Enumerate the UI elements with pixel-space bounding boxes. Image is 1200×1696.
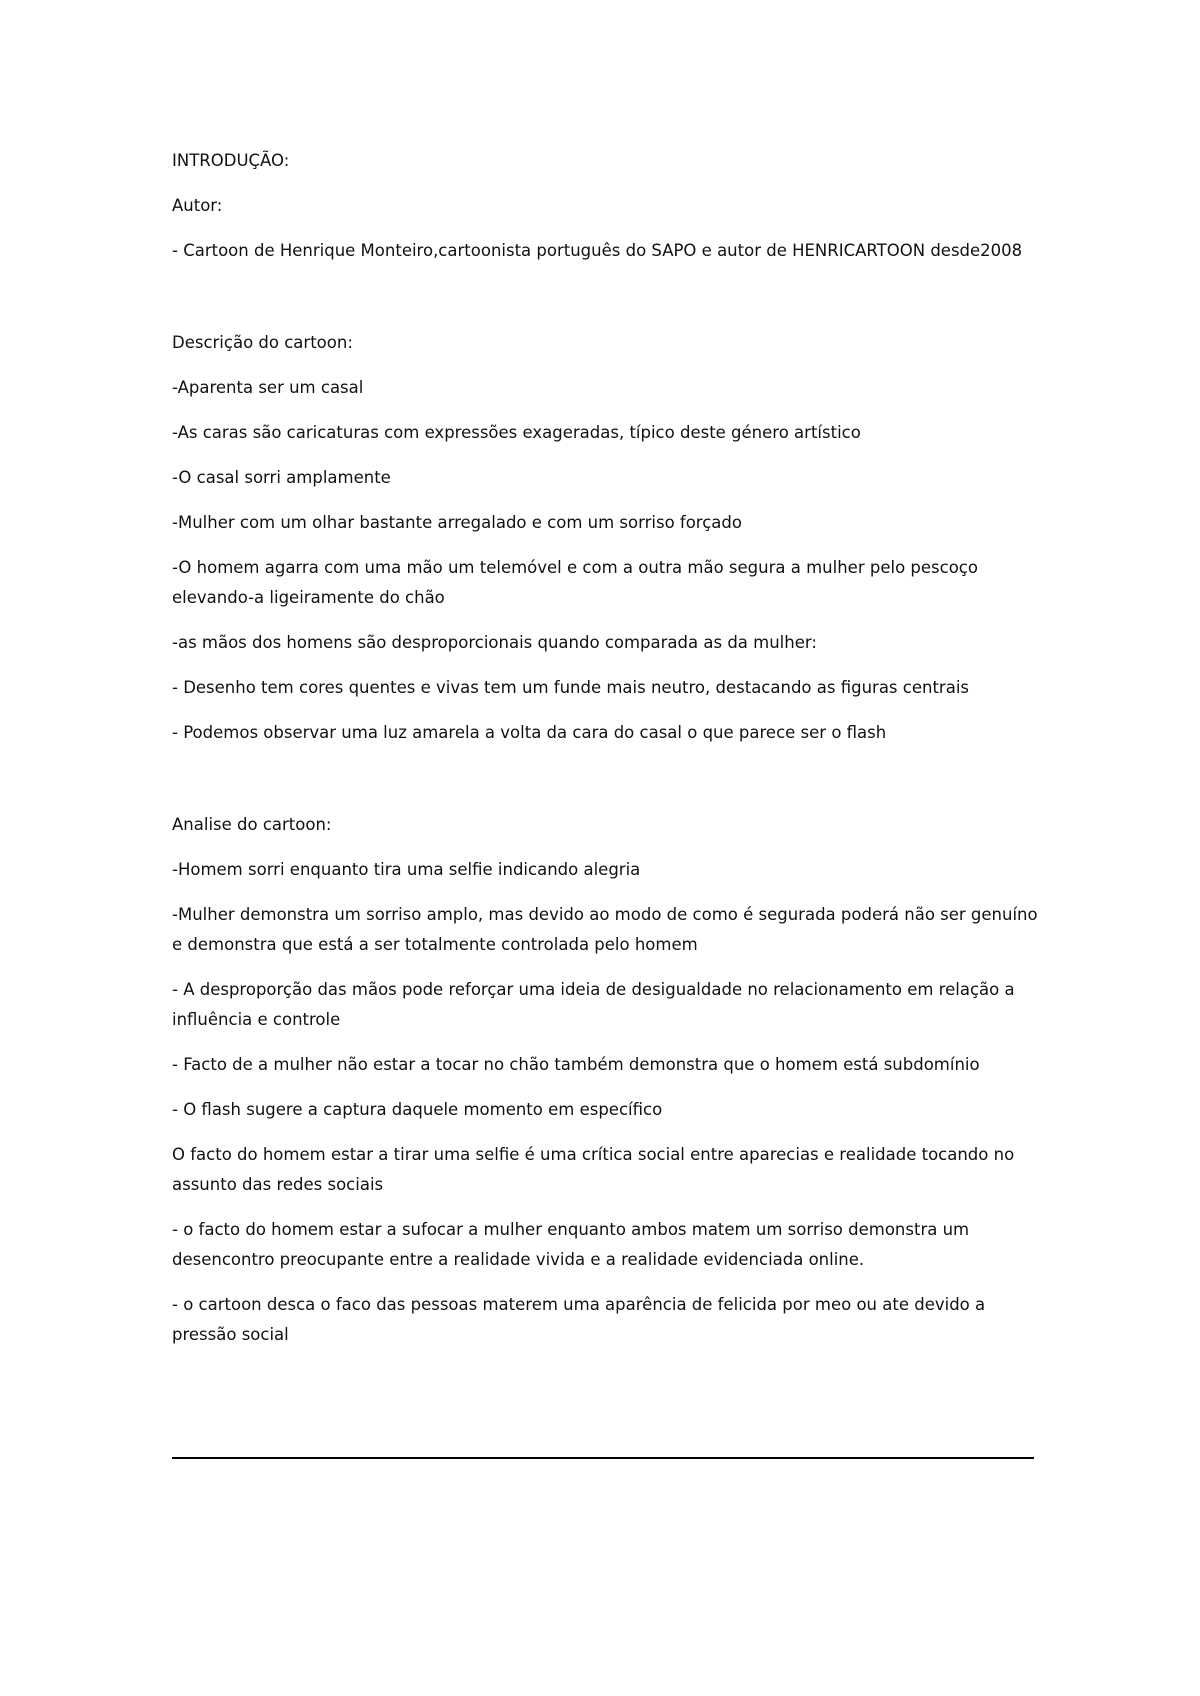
autor-text: - Cartoon de Henrique Monteiro,cartoonista português do SAPO e autor de HENRICARTOON desde2008 — [172, 241, 1023, 260]
section-spacer — [172, 281, 1038, 328]
descricao-item: -Mulher com um olhar bastante arregalado e com um sorriso forçado — [172, 513, 742, 532]
analise-item: - Facto de a mulher não estar a tocar no chão também demonstra que o homem está subdomínio — [172, 1055, 980, 1074]
descricao-item: -O homem agarra com uma mão um telemóvel e com a outra mão segura a mulher pelo pescoço elevando-a ligeiramente do chão — [172, 558, 978, 607]
descricao-item: -as mãos dos homens são desproporcionais quando comparada as da mulher: — [172, 633, 817, 652]
descricao-item: -Aparenta ser um casal — [172, 378, 364, 397]
intro-heading: INTRODUÇÃO: — [172, 151, 290, 170]
analise-item: -Mulher demonstra um sorriso amplo, mas devido ao modo de como é segurada poderá não ser genuíno e demonstra que está a ser totalmente controlada pelo homem — [172, 905, 1038, 954]
horizontal-divider — [172, 1457, 1034, 1459]
analise-item: - o cartoon desca o faco das pessoas materem uma aparência de felicida por meo ou ate devido a pressão social — [172, 1295, 986, 1344]
analise-item: - A desproporção das mãos pode reforçar uma ideia de desigualdade no relacionamento em relação a influência e controle — [172, 980, 1015, 1029]
descricao-item: -As caras são caricaturas com expressões exageradas, típico deste género artístico — [172, 423, 861, 442]
analise-heading: Analise do cartoon: — [172, 815, 332, 834]
descricao-item: -O casal sorri amplamente — [172, 468, 391, 487]
section-spacer — [172, 763, 1038, 810]
descricao-heading: Descrição do cartoon: — [172, 333, 353, 352]
descricao-item: - Podemos observar uma luz amarela a volta da cara do casal o que parece ser o flash — [172, 723, 887, 742]
document-body — [172, 146, 1038, 1365]
analise-item: - O flash sugere a captura daquele momento em específico — [172, 1100, 663, 1119]
analise-item: O facto do homem estar a tirar uma selfie é uma crítica social entre aparecias e realidade tocando no assunto das redes sociais — [172, 1145, 1015, 1194]
descricao-item: - Desenho tem cores quentes e vivas tem um funde mais neutro, destacando as figuras centrais — [172, 678, 969, 697]
analise-item: - o facto do homem estar a sufocar a mulher enquanto ambos matem um sorriso demonstra um desencontro preocupante entre a realidade vivida e a realidade evidenciada online. — [172, 1220, 970, 1269]
autor-heading: Autor: — [172, 196, 223, 215]
analise-item: -Homem sorri enquanto tira uma selfie indicando alegria — [172, 860, 641, 879]
